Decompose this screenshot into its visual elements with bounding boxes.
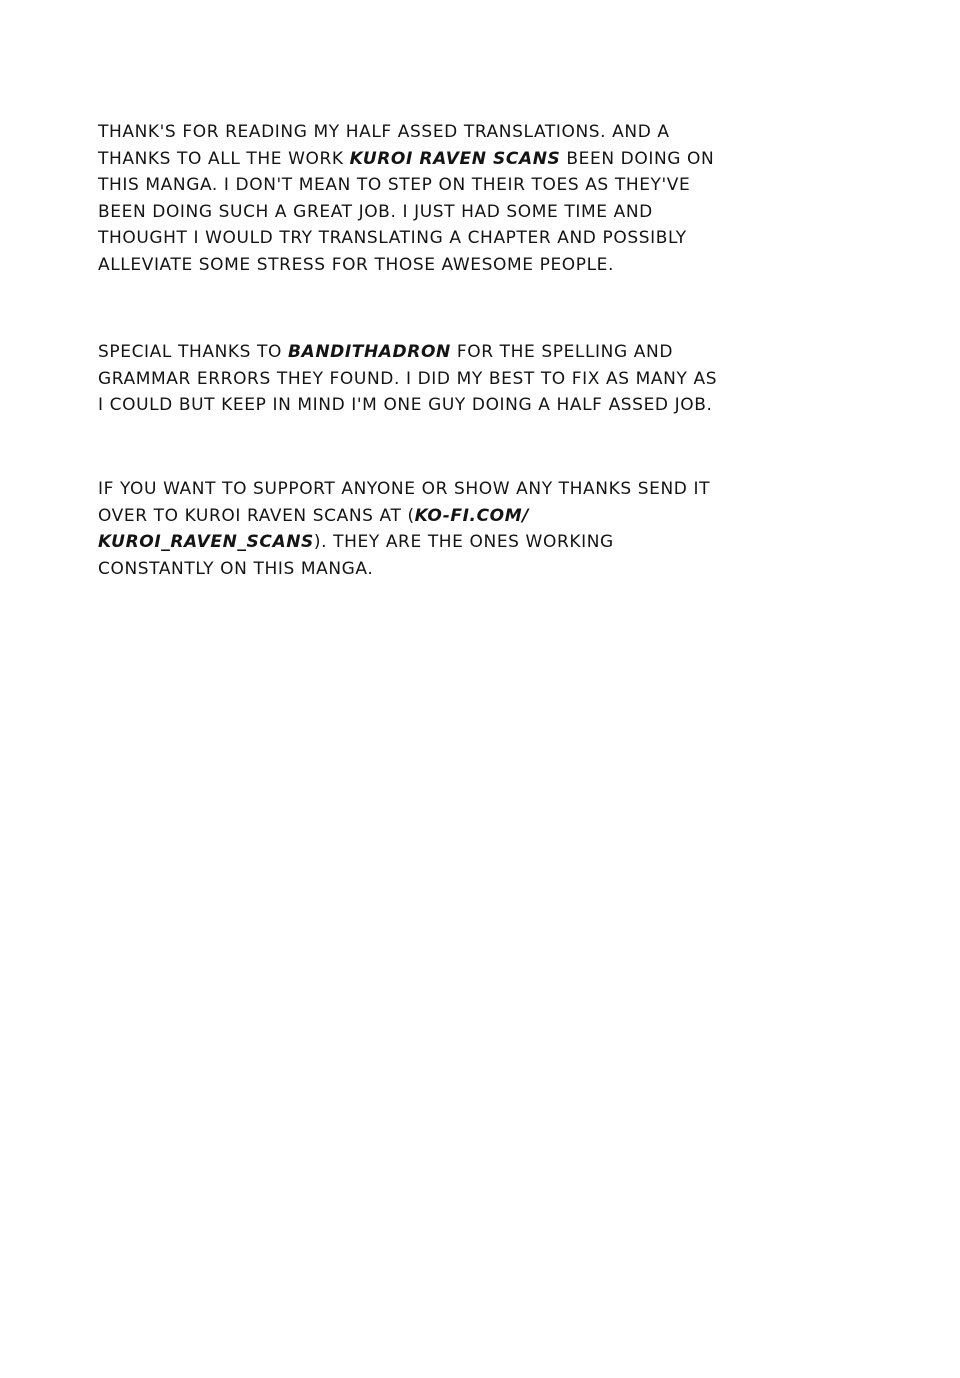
paragraph-text: IF YOU WANT TO SUPPORT ANYONE OR SHOW ANY THANKS SEND IT OVER TO KUROI RAVEN SCANS AT ( [98, 479, 711, 526]
group-name-kuroi-raven-scans: KUROI RAVEN SCANS [349, 148, 561, 169]
proofreader-name: BANDITHADRON [288, 342, 451, 362]
paragraph-thanks-for-reading [98, 119, 878, 278]
paragraph-text: THANK'S FOR READING MY HALF ASSED TRANSLATIONS. AND A THANKS TO ALL THE WORK [98, 122, 670, 169]
kofi-link[interactable]: KO-FI.COM/ KUROI_RAVEN_SCANS [98, 505, 530, 552]
paragraph-text: ). THEY ARE THE ONES WORKING CONSTANTLY ON THIS MANGA. [98, 532, 614, 579]
paragraph-text: BEEN DOING ON THIS MANGA. I DON'T MEAN TO STEP ON THEIR TOES AS THEY'VE BEEN DOING SUCH A GREAT JOB. I JUST HAD SOME TIME AND THOUGHT I WOULD TRY TRANSLATING A CHAPTER AND POSSIBLY ALLEVIATE SOME STRESS FOR THOSE AWESOME PEOPLE. [98, 148, 715, 275]
paragraph-text: FOR THE SPELLING AND GRAMMAR ERRORS THEY FOUND. I DID MY BEST TO FIX AS MANY AS I COULD BUT KEEP IN MIND I'M ONE GUY DOING A HALF ASSED JOB. [98, 342, 718, 415]
paragraph-text: SPECIAL THANKS TO [98, 342, 288, 362]
paragraph-support [98, 476, 878, 582]
paragraph-special-thanks [98, 339, 878, 419]
